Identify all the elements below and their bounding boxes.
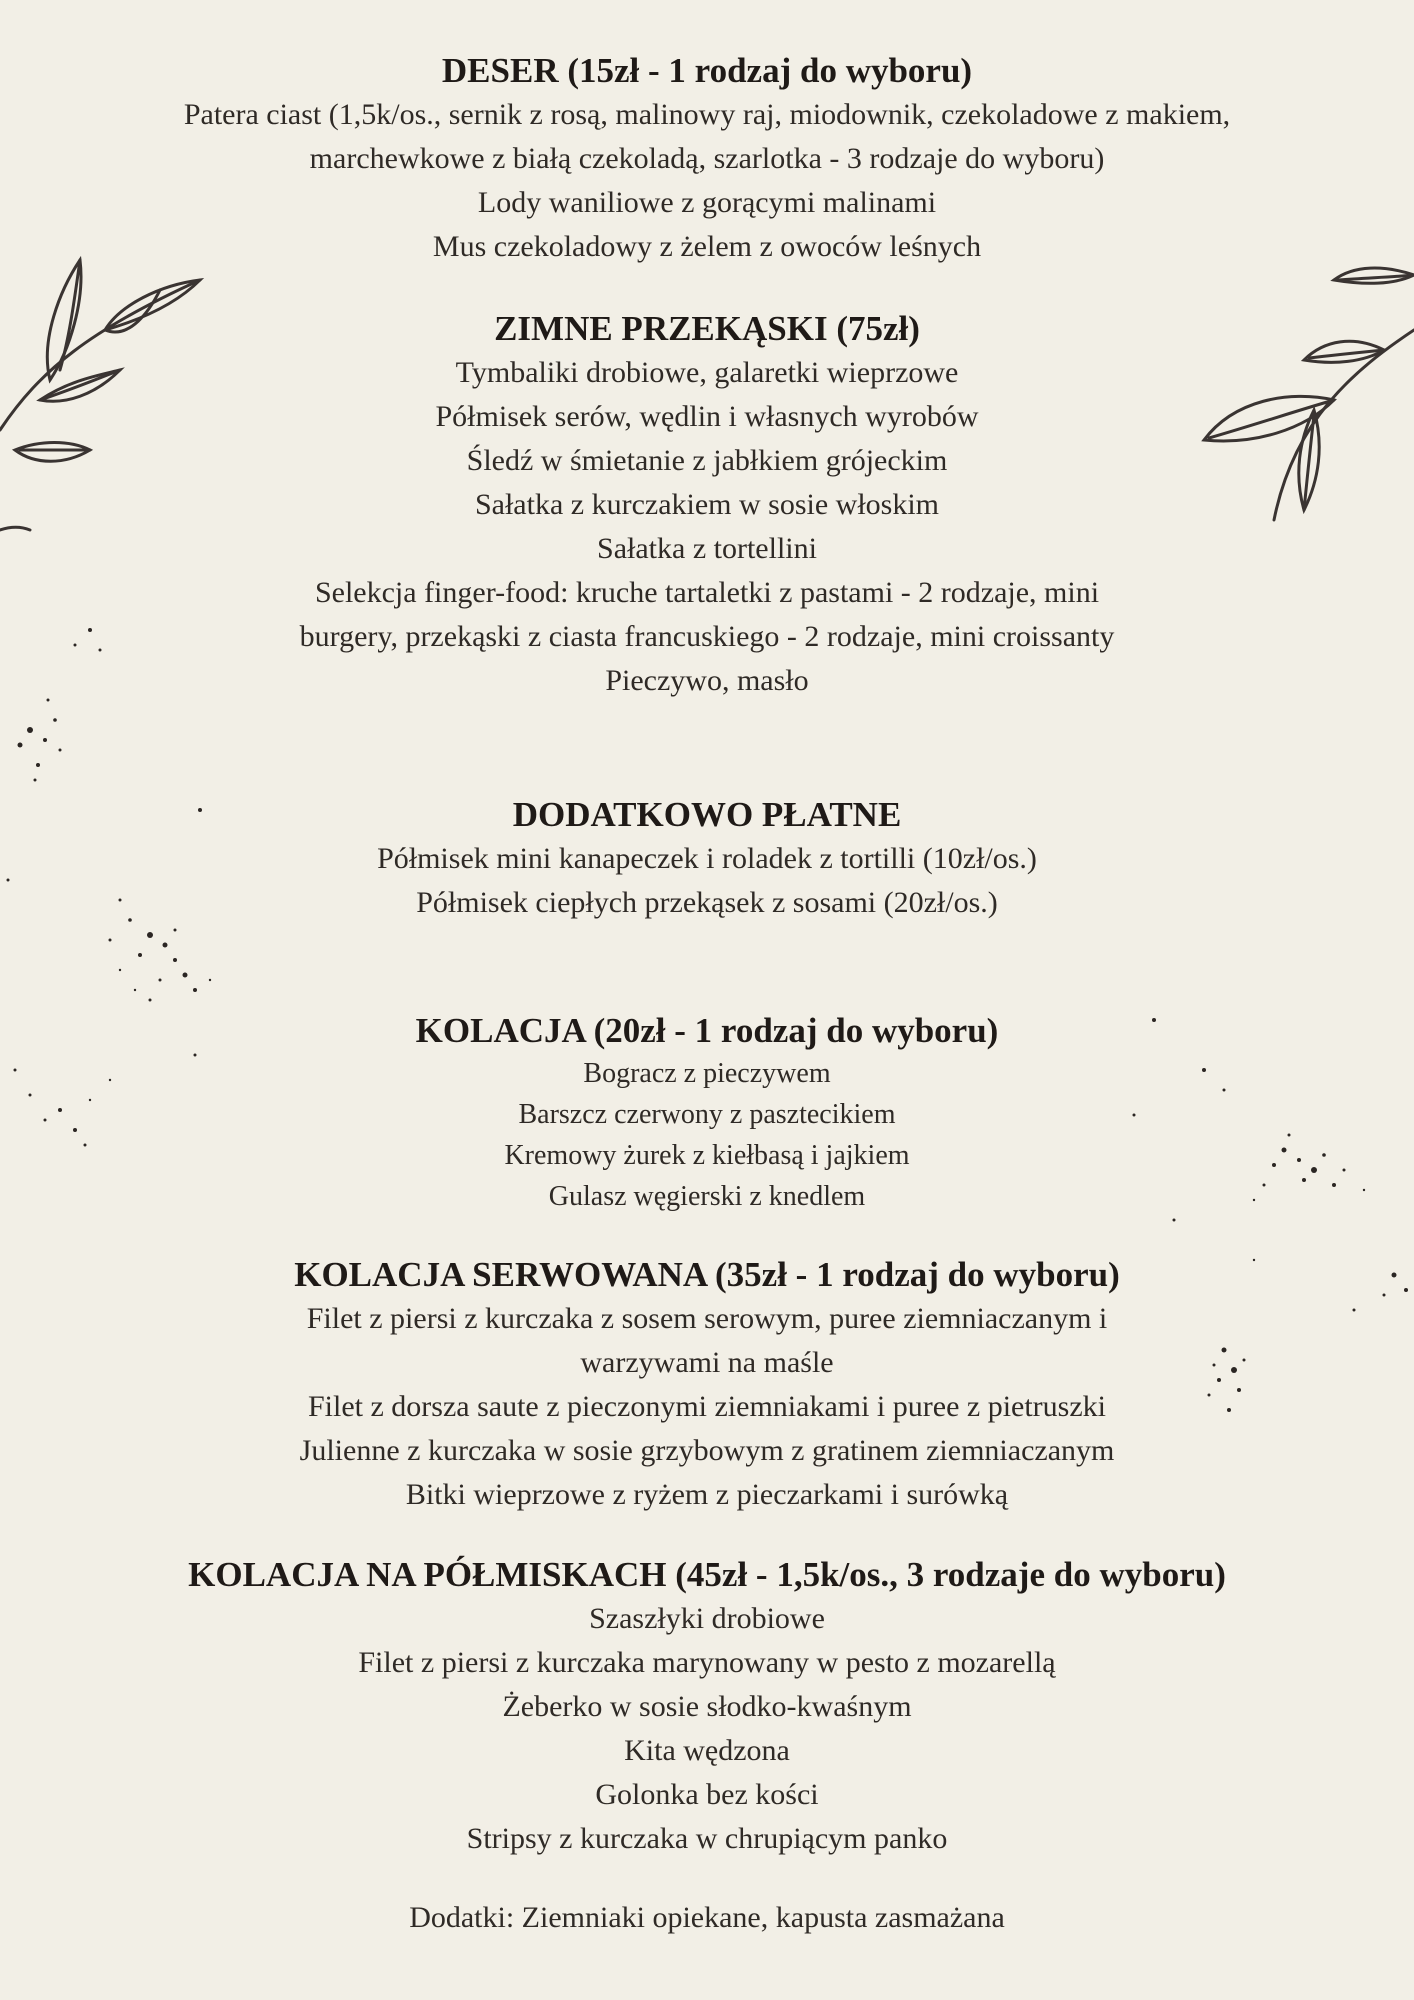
list-item: Szaszłyki drobiowe	[589, 1602, 825, 1635]
list-item: Filet z piersi z kurczaka marynowany w pesto z mozarellą	[358, 1646, 1056, 1679]
section-kolacja-serwowana	[0, 1253, 1414, 1517]
list-item: Żeberko w sosie słodko-kwaśnym	[502, 1690, 912, 1723]
section-serwowana-title: KOLACJA SERWOWANA (35zł - 1 rodzaj do wyboru)	[294, 1255, 1120, 1294]
list-item: Filet z dorsza saute z pieczonymi ziemniakami i puree z pietruszki	[307, 1390, 1107, 1423]
section-kolacja	[0, 1009, 1414, 1217]
list-item: Bogracz z pieczywem	[583, 1058, 831, 1089]
list-item: Filet z piersi z kurczaka z sosem serowym, puree ziemniaczanym i	[306, 1302, 1108, 1335]
list-item: Śledź w śmietanie z jabłkiem grójeckim	[466, 444, 948, 477]
list-item: Julienne z kurczaka w sosie grzybowym z gratinem ziemniaczanym	[299, 1434, 1115, 1467]
section-zimne-przekaski	[0, 307, 1414, 703]
section-kolacja-title: KOLACJA (20zł - 1 rodzaj do wyboru)	[415, 1011, 999, 1050]
section-dodatkowo-title: DODATKOWO PŁATNE	[512, 795, 902, 834]
section-polmiski-title: KOLACJA NA PÓŁMISKACH (45zł - 1,5k/os., 3 rodzaje do wyboru)	[188, 1555, 1226, 1594]
list-item: Półmisek ciepłych przekąsek z sosami (20zł/os.)	[416, 886, 998, 919]
section-dodatkowo-platne	[0, 793, 1414, 925]
section-zimne-title: ZIMNE PRZEKĄSKI (75zł)	[494, 309, 920, 348]
list-item: Mus czekoladowy z żelem z owoców leśnych	[432, 230, 982, 263]
list-item: Półmisek serów, wędlin i własnych wyrobów	[435, 400, 979, 433]
list-item: Barszcz czerwony z pasztecikiem	[518, 1099, 896, 1130]
section-kolacja-na-polmiskach	[0, 1553, 1414, 1861]
list-item: Sałatka z tortellini	[597, 532, 817, 565]
list-item: Kremowy żurek z kiełbasą i jajkiem	[504, 1140, 910, 1171]
section-deser	[0, 49, 1414, 269]
footer	[0, 1896, 1414, 1940]
list-item: Kita wędzona	[624, 1734, 790, 1767]
list-item: Lody waniliowe z gorącymi malinami	[477, 186, 937, 219]
list-item: Tymbaliki drobiowe, galaretki wieprzowe	[455, 356, 959, 389]
list-item: Stripsy z kurczaka w chrupiącym panko	[466, 1822, 948, 1855]
list-item: Patera ciast (1,5k/os., sernik z rosą, malinowy raj, miodownik, czekoladowe z makiem,	[183, 98, 1231, 131]
list-item: Bitki wieprzowe z ryżem z pieczarkami i surówką	[405, 1478, 1009, 1511]
list-item: Selekcja finger-food: kruche tartaletki z pastami - 2 rodzaje, mini	[314, 576, 1100, 609]
footer-dodatki: Dodatki: Ziemniaki opiekane, kapusta zasmażana	[409, 1901, 1005, 1934]
list-item: Sałatka z kurczakiem w sosie włoskim	[474, 488, 940, 521]
list-item: Pieczywo, masło	[605, 664, 809, 697]
list-item: Golonka bez kości	[595, 1778, 819, 1811]
list-item: Gulasz węgierski z knedlem	[548, 1181, 866, 1212]
list-item: warzywami na maśle	[580, 1346, 834, 1379]
list-item: marchewkowe z białą czekoladą, szarlotka - 3 rodzaje do wyboru)	[309, 142, 1105, 175]
list-item: Półmisek mini kanapeczek i roladek z tortilli (10zł/os.)	[377, 842, 1037, 875]
list-item: burgery, przekąski z ciasta francuskiego - 2 rodzaje, mini croissanty	[299, 620, 1115, 653]
section-deser-title: DESER (15zł - 1 rodzaj do wyboru)	[441, 51, 973, 90]
